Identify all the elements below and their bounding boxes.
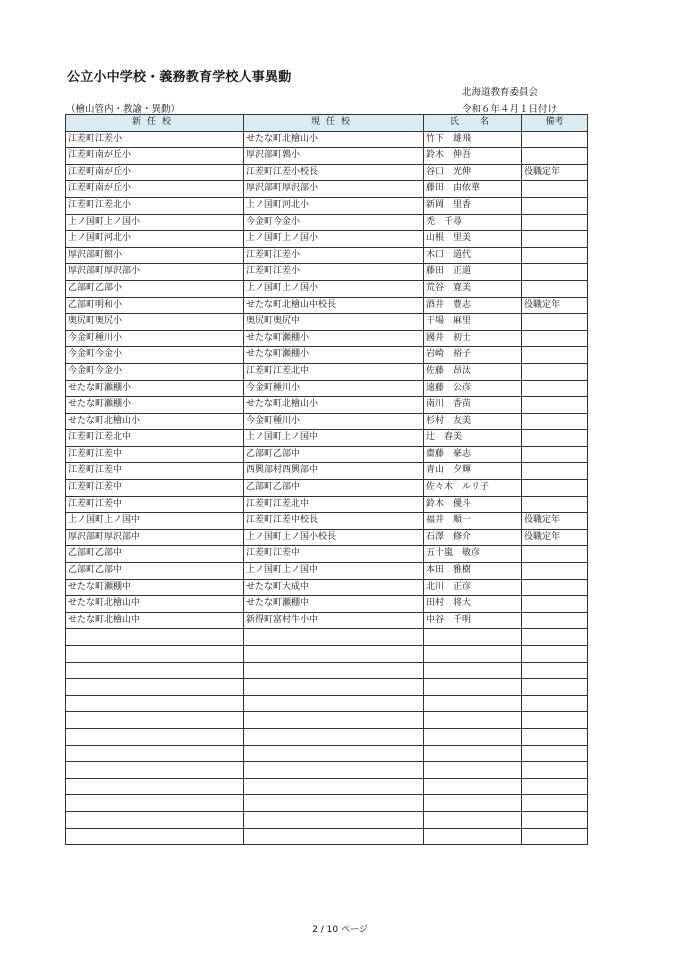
cell-remarks: 役職定年: [522, 529, 588, 546]
cell-name: [424, 646, 522, 663]
cell-current-school: [244, 712, 424, 729]
cell-remarks: [522, 347, 588, 364]
cell-current-school: [244, 795, 424, 812]
table-row: [66, 529, 588, 546]
cell-current-school: せたな町瀬棚中: [244, 596, 424, 613]
cell-current-school: 上ノ国町上ノ国小: [244, 280, 424, 297]
cell-current-school: 上ノ国町上ノ国小校長: [244, 529, 424, 546]
cell-new-school: [66, 695, 244, 712]
cell-name: 北川 正彦: [424, 579, 522, 596]
header-new-school: 新任校: [66, 115, 244, 132]
cell-remarks: [522, 579, 588, 596]
cell-new-school: [66, 811, 244, 828]
cell-new-school: [66, 778, 244, 795]
cell-current-school: せたな町瀬棚小: [244, 330, 424, 347]
cell-name: [424, 695, 522, 712]
table-row: [66, 148, 588, 165]
cell-remarks: [522, 131, 588, 148]
cell-new-school: 厚沢部町厚沢部小: [66, 264, 244, 281]
cell-new-school: 厚沢部町館小: [66, 247, 244, 264]
document-title: 公立小中学校・義務教育学校人事異動: [67, 70, 292, 85]
cell-current-school: せたな町北檜山中校長: [244, 297, 424, 314]
cell-current-school: せたな町瀬棚小: [244, 347, 424, 364]
table-row: [66, 363, 588, 380]
cell-new-school: 江差町江差北中: [66, 430, 244, 447]
cell-current-school: 江差町江差中校長: [244, 513, 424, 530]
cell-remarks: [522, 563, 588, 580]
cell-name: 南川 香苗: [424, 397, 522, 414]
table-row: [66, 596, 588, 613]
cell-remarks: [522, 712, 588, 729]
cell-new-school: 江差町南が丘小: [66, 181, 244, 198]
document-subtitle: （檜山管内・教諭・異動）: [66, 104, 181, 115]
table-row: [66, 778, 588, 795]
cell-new-school: [66, 712, 244, 729]
cell-current-school: 乙部町乙部中: [244, 480, 424, 497]
table-row: [66, 231, 588, 248]
cell-name: 中谷 千明: [424, 612, 522, 629]
cell-current-school: 江差町江差北中: [244, 363, 424, 380]
cell-new-school: [66, 646, 244, 663]
table-row: [66, 579, 588, 596]
cell-new-school: せたな町北檜山小: [66, 413, 244, 430]
cell-remarks: [522, 264, 588, 281]
cell-remarks: [522, 280, 588, 297]
cell-name: 谷口 光伸: [424, 164, 522, 181]
table-row: [66, 712, 588, 729]
table-row: [66, 646, 588, 663]
cell-new-school: 江差町南が丘小: [66, 164, 244, 181]
cell-name: 國井 初士: [424, 330, 522, 347]
cell-remarks: [522, 463, 588, 480]
cell-name: 齋藤 豪志: [424, 446, 522, 463]
cell-name: 遠藤 公彦: [424, 380, 522, 397]
table-body: [66, 131, 588, 845]
table-row: [66, 247, 588, 264]
table-row: [66, 181, 588, 198]
table-row: [66, 762, 588, 779]
cell-remarks: [522, 231, 588, 248]
cell-name: 五十嵐 敏彦: [424, 546, 522, 563]
cell-current-school: 厚沢部町鶉小: [244, 148, 424, 165]
cell-current-school: [244, 629, 424, 646]
cell-current-school: [244, 778, 424, 795]
cell-new-school: 乙部町明和小: [66, 297, 244, 314]
cell-name: [424, 745, 522, 762]
cell-remarks: [522, 828, 588, 845]
personnel-transfer-table: [65, 114, 588, 845]
cell-new-school: [66, 662, 244, 679]
table-header-row: [66, 115, 588, 132]
cell-current-school: 上ノ国町上ノ国中: [244, 563, 424, 580]
cell-name: 山根 里美: [424, 231, 522, 248]
cell-new-school: 江差町江差中: [66, 446, 244, 463]
cell-current-school: [244, 745, 424, 762]
cell-current-school: せたな町北檜山小: [244, 131, 424, 148]
cell-remarks: [522, 811, 588, 828]
cell-current-school: 奥尻町奥尻中: [244, 314, 424, 331]
cell-name: [424, 679, 522, 696]
cell-name: 鈴木 伸吾: [424, 148, 522, 165]
cell-current-school: [244, 728, 424, 745]
cell-current-school: 西興部村西興部中: [244, 463, 424, 480]
cell-new-school: [66, 745, 244, 762]
cell-remarks: [522, 546, 588, 563]
table-row: [66, 662, 588, 679]
cell-remarks: [522, 480, 588, 497]
table-row: [66, 695, 588, 712]
cell-new-school: せたな町瀬棚中: [66, 579, 244, 596]
cell-new-school: 乙部町乙部小: [66, 280, 244, 297]
cell-remarks: [522, 728, 588, 745]
table-row: [66, 480, 588, 497]
cell-new-school: 江差町江差北小: [66, 197, 244, 214]
cell-current-school: 上ノ国町上ノ国中: [244, 430, 424, 447]
cell-new-school: 江差町江差中: [66, 463, 244, 480]
cell-name: [424, 762, 522, 779]
table-row: [66, 347, 588, 364]
cell-name: 荒谷 寛美: [424, 280, 522, 297]
cell-remarks: [522, 197, 588, 214]
cell-name: 青山 夕輝: [424, 463, 522, 480]
cell-new-school: 江差町江差中: [66, 480, 244, 497]
cell-remarks: 役職定年: [522, 164, 588, 181]
cell-name: 杉村 友美: [424, 413, 522, 430]
cell-current-school: せたな町大成中: [244, 579, 424, 596]
cell-remarks: [522, 214, 588, 231]
table-row: [66, 214, 588, 231]
cell-remarks: [522, 314, 588, 331]
cell-remarks: [522, 430, 588, 447]
issuing-organization: 北海道教育委員会: [462, 87, 539, 98]
cell-name: 岩崎 裕子: [424, 347, 522, 364]
cell-remarks: [522, 397, 588, 414]
cell-remarks: [522, 148, 588, 165]
cell-new-school: 今金町今金小: [66, 363, 244, 380]
header-remarks: 備考: [522, 115, 588, 132]
cell-remarks: [522, 629, 588, 646]
table-row: [66, 612, 588, 629]
table-row: [66, 314, 588, 331]
cell-current-school: [244, 811, 424, 828]
table-row: [66, 380, 588, 397]
cell-new-school: [66, 728, 244, 745]
table-row: [66, 297, 588, 314]
cell-new-school: [66, 762, 244, 779]
cell-current-school: せたな町北檜山小: [244, 397, 424, 414]
table-row: [66, 828, 588, 845]
table-row: [66, 563, 588, 580]
cell-current-school: 上ノ国町河北小: [244, 197, 424, 214]
cell-name: 福井 順一: [424, 513, 522, 530]
cell-new-school: 今金町種川小: [66, 330, 244, 347]
cell-new-school: 奥尻町奥尻小: [66, 314, 244, 331]
cell-name: 木口 道代: [424, 247, 522, 264]
cell-name: 辻 春美: [424, 430, 522, 447]
cell-name: 佐藤 昂汰: [424, 363, 522, 380]
cell-current-school: 今金町種川小: [244, 413, 424, 430]
cell-new-school: せたな町北檜山中: [66, 612, 244, 629]
cell-new-school: 乙部町乙部中: [66, 546, 244, 563]
cell-remarks: [522, 330, 588, 347]
cell-name: [424, 778, 522, 795]
cell-name: [424, 828, 522, 845]
cell-new-school: [66, 629, 244, 646]
cell-remarks: [522, 695, 588, 712]
table-row: [66, 513, 588, 530]
cell-remarks: [522, 679, 588, 696]
cell-new-school: 上ノ国町河北小: [66, 231, 244, 248]
cell-remarks: [522, 446, 588, 463]
cell-current-school: 今金町種川小: [244, 380, 424, 397]
table-row: [66, 795, 588, 812]
cell-remarks: [522, 496, 588, 513]
cell-new-school: 厚沢部町厚沢部中: [66, 529, 244, 546]
cell-current-school: 乙部町乙部中: [244, 446, 424, 463]
cell-remarks: [522, 662, 588, 679]
table-row: [66, 131, 588, 148]
cell-new-school: [66, 828, 244, 845]
table-row: [66, 413, 588, 430]
cell-name: 鈴木 優斗: [424, 496, 522, 513]
cell-name: [424, 728, 522, 745]
cell-name: 禿 千尋: [424, 214, 522, 231]
cell-remarks: [522, 596, 588, 613]
cell-current-school: 上ノ国町上ノ国小: [244, 231, 424, 248]
cell-current-school: 新得町富村牛小中: [244, 612, 424, 629]
cell-name: [424, 662, 522, 679]
cell-new-school: 乙部町乙部中: [66, 563, 244, 580]
cell-remarks: [522, 745, 588, 762]
table-row: [66, 264, 588, 281]
cell-remarks: [522, 778, 588, 795]
page-indicator: 2 / 10 ページ: [312, 925, 368, 935]
cell-name: 石澤 修介: [424, 529, 522, 546]
cell-new-school: 上ノ国町上ノ国中: [66, 513, 244, 530]
table-row: [66, 446, 588, 463]
cell-current-school: 江差町江差北中: [244, 496, 424, 513]
cell-current-school: [244, 662, 424, 679]
cell-name: [424, 712, 522, 729]
table-row: [66, 164, 588, 181]
cell-current-school: 江差町江差小: [244, 247, 424, 264]
cell-current-school: [244, 762, 424, 779]
cell-remarks: [522, 762, 588, 779]
table-row: [66, 397, 588, 414]
cell-current-school: [244, 695, 424, 712]
cell-remarks: [522, 247, 588, 264]
cell-new-school: 江差町江差中: [66, 496, 244, 513]
cell-name: 佐々木 ルリ子: [424, 480, 522, 497]
cell-current-school: 江差町江差中: [244, 546, 424, 563]
cell-name: 藤田 由依華: [424, 181, 522, 198]
cell-name: [424, 629, 522, 646]
cell-remarks: [522, 612, 588, 629]
header-name: 氏 名: [424, 115, 522, 132]
table-row: [66, 330, 588, 347]
cell-current-school: [244, 828, 424, 845]
cell-name: 藤田 正道: [424, 264, 522, 281]
cell-name: 田村 将大: [424, 596, 522, 613]
cell-remarks: [522, 181, 588, 198]
table-row: [66, 728, 588, 745]
cell-name: [424, 811, 522, 828]
cell-remarks: [522, 363, 588, 380]
table-row: [66, 463, 588, 480]
cell-name: [424, 795, 522, 812]
cell-remarks: 役職定年: [522, 513, 588, 530]
table-row: [66, 546, 588, 563]
cell-new-school: [66, 795, 244, 812]
table-row: [66, 679, 588, 696]
cell-new-school: 江差町南が丘小: [66, 148, 244, 165]
cell-remarks: 役職定年: [522, 297, 588, 314]
cell-current-school: 今金町今金小: [244, 214, 424, 231]
table-row: [66, 496, 588, 513]
cell-name: 酒井 豊志: [424, 297, 522, 314]
cell-new-school: [66, 679, 244, 696]
table-row: [66, 745, 588, 762]
cell-name: 本田 雅樹: [424, 563, 522, 580]
cell-current-school: [244, 679, 424, 696]
header-current-school: 現任校: [244, 115, 424, 132]
cell-remarks: [522, 795, 588, 812]
cell-remarks: [522, 380, 588, 397]
table-row: [66, 280, 588, 297]
table-row: [66, 430, 588, 447]
cell-name: 干場 麻里: [424, 314, 522, 331]
effective-date: 令和６年４月１日付け: [462, 104, 558, 115]
cell-remarks: [522, 413, 588, 430]
cell-current-school: [244, 646, 424, 663]
cell-new-school: せたな町瀬棚小: [66, 397, 244, 414]
cell-new-school: せたな町瀬棚小: [66, 380, 244, 397]
cell-current-school: 厚沢部町厚沢部小: [244, 181, 424, 198]
table-row: [66, 629, 588, 646]
cell-current-school: 江差町江差小校長: [244, 164, 424, 181]
cell-current-school: 江差町江差小: [244, 264, 424, 281]
cell-new-school: 上ノ国町上ノ国小: [66, 214, 244, 231]
cell-name: 新岡 里香: [424, 197, 522, 214]
cell-new-school: 江差町江差小: [66, 131, 244, 148]
cell-new-school: 今金町今金小: [66, 347, 244, 364]
cell-remarks: [522, 646, 588, 663]
table-row: [66, 197, 588, 214]
cell-name: 竹下 雄飛: [424, 131, 522, 148]
table-row: [66, 811, 588, 828]
cell-new-school: せたな町北檜山中: [66, 596, 244, 613]
